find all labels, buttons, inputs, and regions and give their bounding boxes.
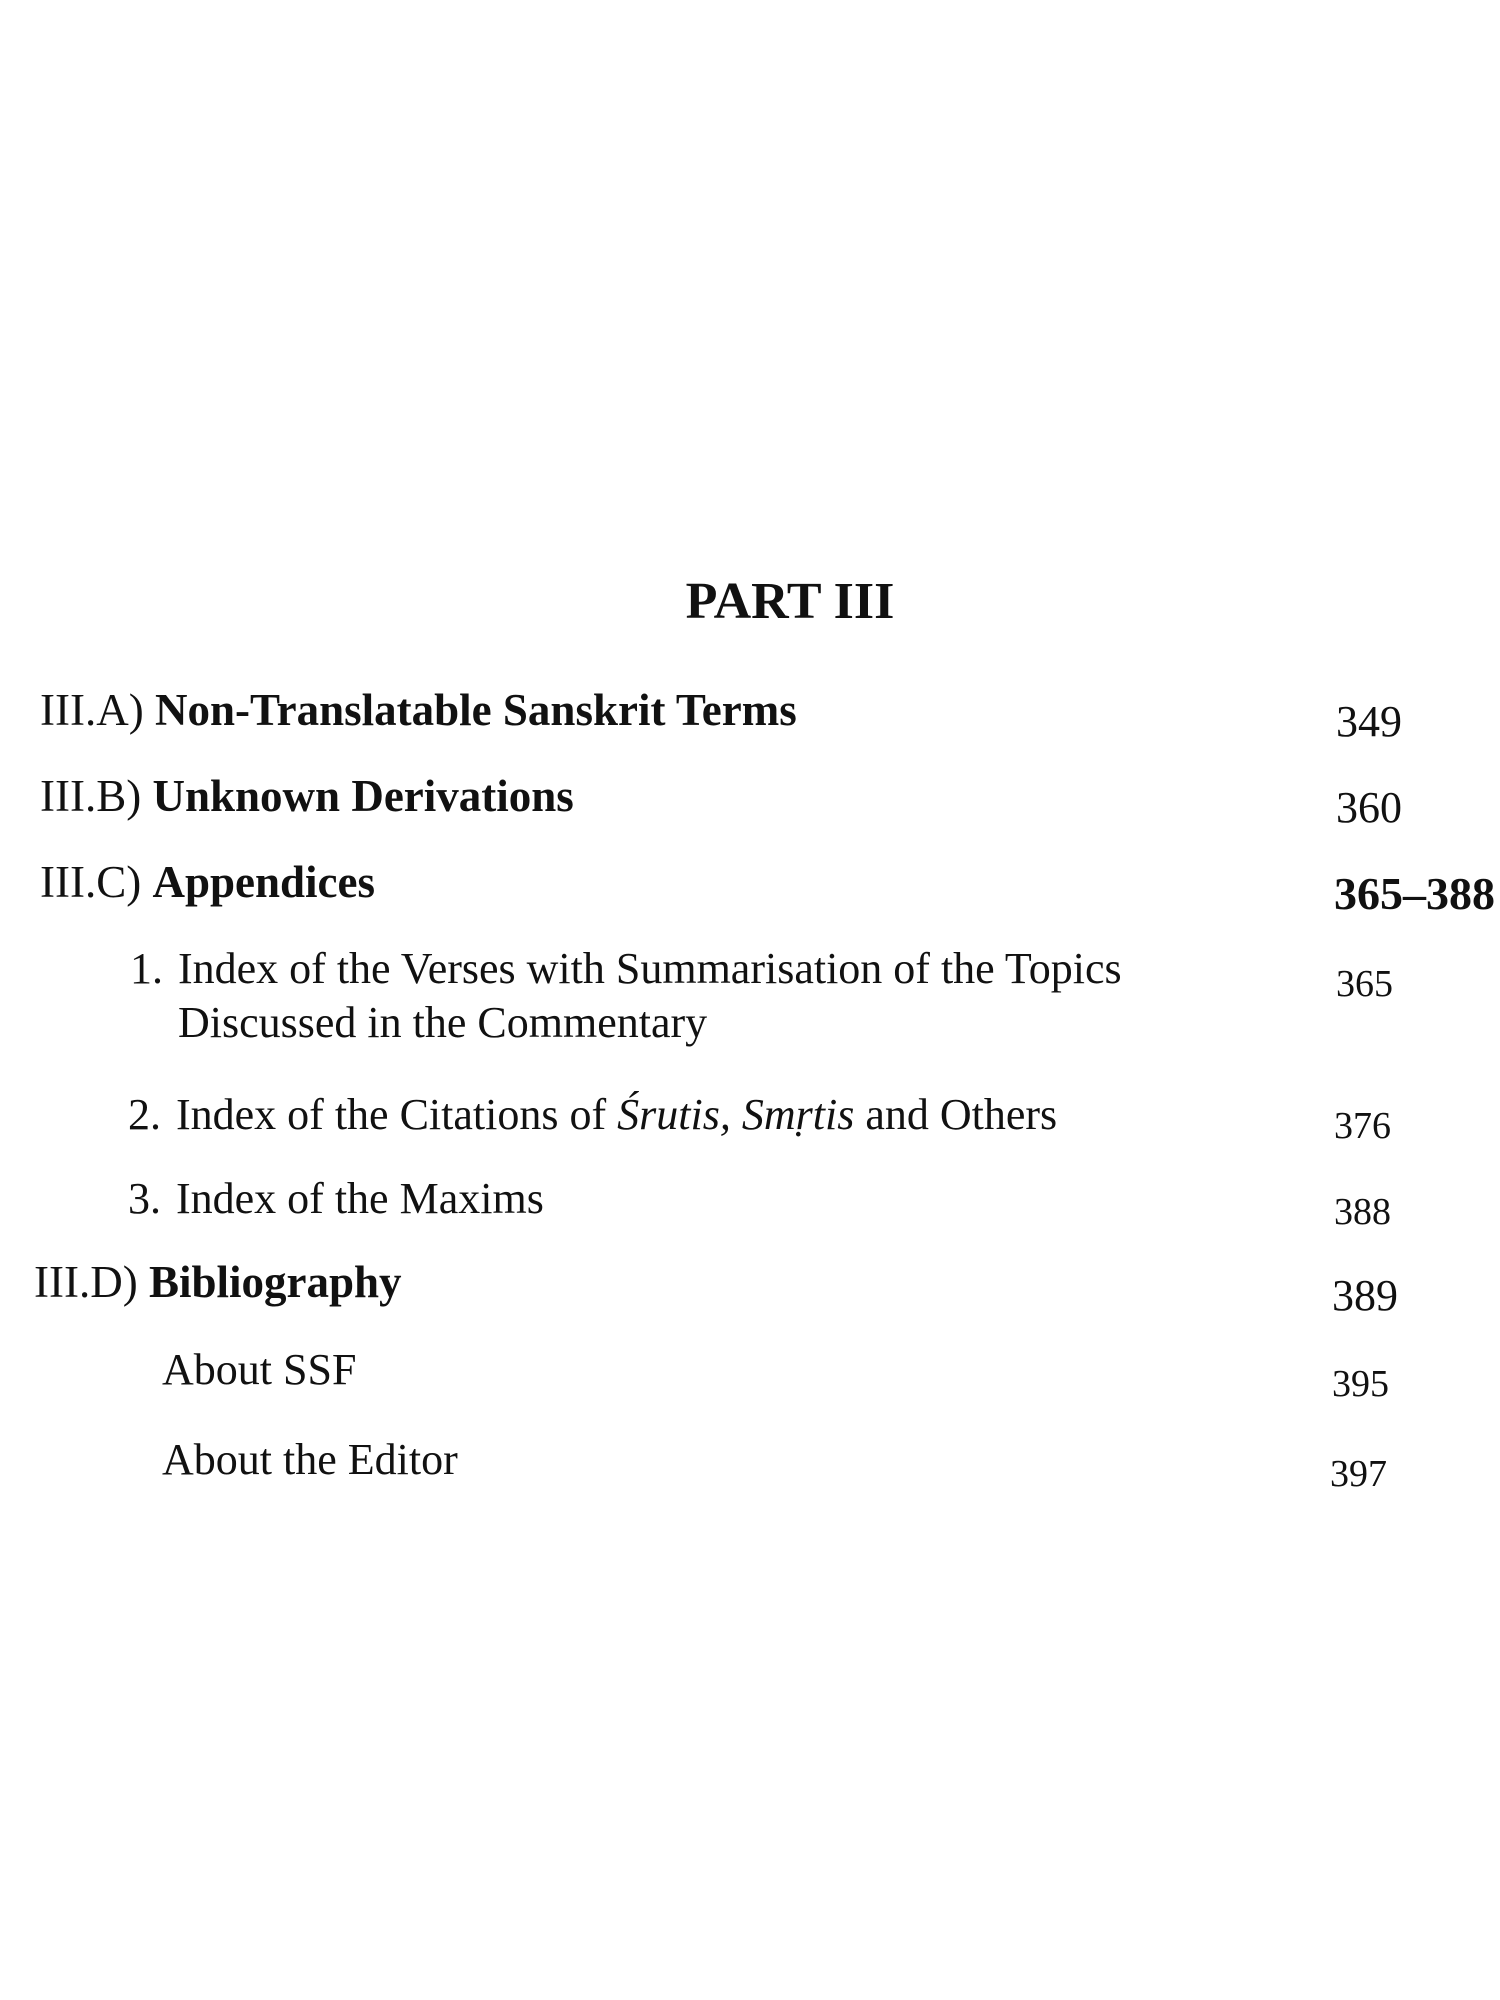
- toc-entry-non-translatable-terms: [40, 684, 797, 736]
- toc-entry-bibliography: [34, 1256, 402, 1308]
- item-text: Index of the Maxims: [176, 1174, 544, 1223]
- item-text-italic-smrtis: Smṛtis: [741, 1090, 855, 1139]
- toc-subentry-index-citations: [128, 1088, 1228, 1144]
- page-number: 397: [1330, 1453, 1387, 1495]
- page-number: 365: [1336, 963, 1393, 1005]
- page-number: 349: [1336, 697, 1402, 746]
- page-number: 376: [1334, 1105, 1391, 1147]
- item-text-line2: Discussed in the Commentary: [178, 998, 708, 1047]
- item-text-post: and Others: [854, 1090, 1058, 1139]
- section-prefix: III.C): [40, 857, 142, 907]
- section-prefix: III.A): [40, 685, 144, 735]
- page-number: 389: [1332, 1271, 1398, 1320]
- item-text-italic-srutis: Śrutis,: [617, 1090, 731, 1139]
- section-prefix: III.B): [40, 771, 142, 821]
- toc-entry-unknown-derivations: [40, 770, 574, 822]
- toc-entry-about-ssf: About SSF: [162, 1345, 357, 1394]
- item-text-line1: Index of the Verses with Summarisation of the Topics: [178, 944, 1122, 993]
- item-number: 1.: [130, 944, 163, 993]
- section-title: Non-Translatable Sanskrit Terms: [154, 685, 797, 735]
- part-title: PART III: [685, 573, 895, 630]
- item-number: 2.: [128, 1090, 161, 1139]
- section-title: Appendices: [152, 857, 376, 907]
- page-number: 395: [1332, 1363, 1389, 1405]
- page-number: 388: [1334, 1191, 1391, 1233]
- item-text: [176, 1088, 1057, 1142]
- toc-subentry-index-verses: [130, 942, 1230, 1052]
- page-range: 365–388: [1334, 868, 1495, 919]
- toc-entry-appendices: [40, 856, 375, 908]
- item-text-pre: Index of the Citations of: [176, 1090, 618, 1139]
- item-number: 3.: [128, 1174, 161, 1223]
- toc-entry-about-editor: About the Editor: [162, 1435, 458, 1484]
- section-title: Bibliography: [148, 1257, 402, 1307]
- section-title: Unknown Derivations: [152, 771, 574, 821]
- toc-subentry-index-maxims: [128, 1172, 1228, 1228]
- section-prefix: III.D): [34, 1257, 138, 1307]
- page-number: 360: [1336, 783, 1402, 832]
